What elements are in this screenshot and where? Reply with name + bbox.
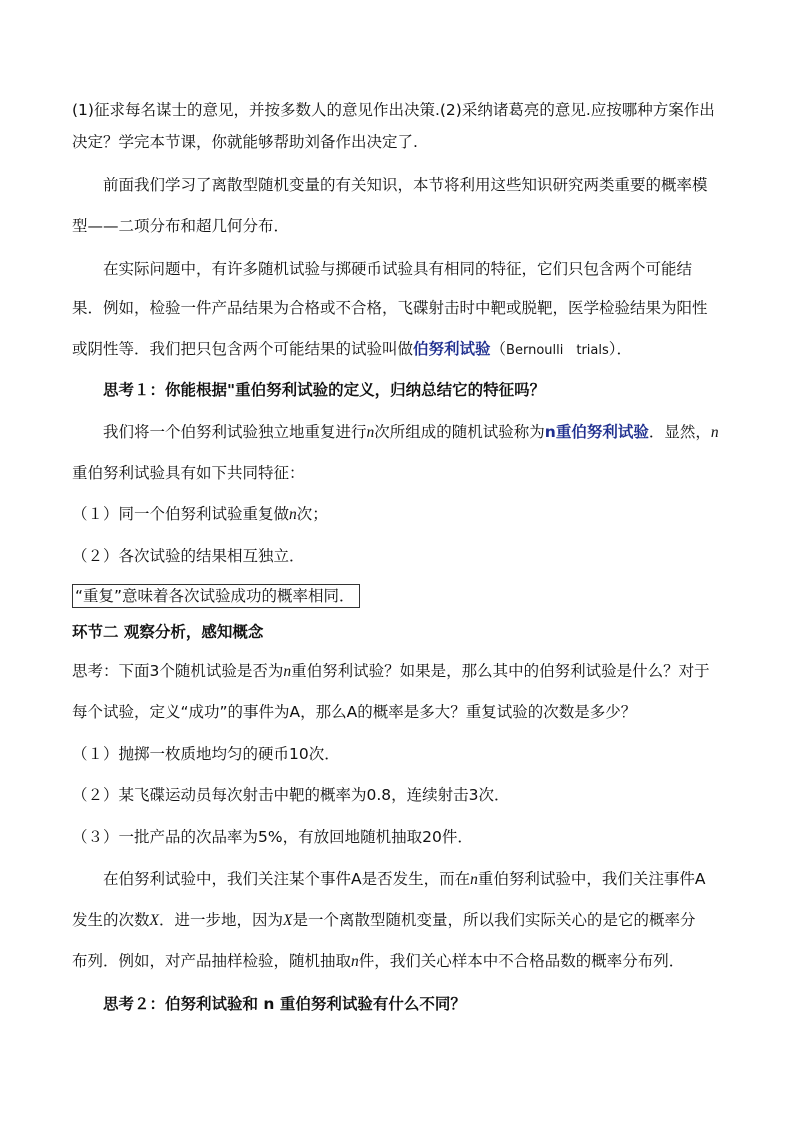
- section-2-question-a: 思考：下面3个随机试验是否为: [72, 662, 284, 680]
- paragraph-3-text-e: 是一个离散型随机变量，所以我们实际关心的是它的概率分: [292, 911, 696, 929]
- paragraph-3-line-3: [72, 950, 684, 973]
- paragraph-3-text-f: 布列．例如，对产品抽样检验，随机抽取: [72, 952, 352, 970]
- intro-line-2: 决定？学完本节课，你就能够帮助刘备作出决定了.: [72, 133, 418, 151]
- variable-n: n: [283, 663, 292, 680]
- definition-text-a: 我们将一个伯努利试验独立地重复进行: [103, 423, 367, 441]
- paragraph-2-line-3-text: 或阴性等．我们把只包含两个可能结果的试验叫做: [72, 340, 414, 358]
- example-3: （３）一批产品的次品率为5%，有放回地随机抽取20件．: [72, 828, 473, 846]
- paragraph-3-line-2: [72, 909, 695, 932]
- paragraph-1-line-2: 型——二项分布和超几何分布．: [72, 217, 290, 235]
- feature-item-2: （２）各次试验的结果相互独立．: [72, 547, 305, 565]
- paragraph-3-text-g: 件，我们关心样本中不合格品数的概率分布列．: [358, 952, 685, 970]
- definition-text-b: 次所组成的随机试验称为: [374, 423, 545, 441]
- section-2-question-line-1: [72, 660, 710, 683]
- paragraph-2-line-2: 果．例如，检验一件产品结果为合格或不合格，飞碟射击时中靶或脱靶，医学检验结果为阳性: [72, 299, 708, 317]
- paragraph-2-line-3: [72, 338, 632, 362]
- definition-line-2: 重伯努利试验具有如下共同特征：: [72, 464, 305, 482]
- definition-text-c: ．显然，: [648, 423, 711, 441]
- feature-item-1-suffix: 次；: [296, 505, 328, 523]
- variable-x: X: [283, 912, 293, 929]
- example-2: （２）某飞碟运动员每次射击中靶的概率为0.8，连续射击3次．: [72, 786, 510, 804]
- paragraph-3-text-b: 重伯努利试验中，我们关注事件A: [477, 870, 706, 888]
- section-2-heading: 环节二 观察分析，感知概念: [72, 623, 264, 641]
- bernoulli-trials-english: Bernoulli trials: [506, 343, 609, 358]
- feature-item-1: [72, 503, 328, 526]
- paragraph-1-line-1: 前面我们学习了离散型随机变量的有关知识，本节将利用这些知识研究两类重要的概率模: [103, 176, 708, 194]
- paragraph-3-line-1: [103, 868, 705, 891]
- paragraph-2-line-1: 在实际问题中，有许多随机试验与掷硬币试验具有相同的特征，它们只包含两个可能结: [103, 260, 693, 278]
- definition-line-1: [103, 421, 719, 444]
- variable-n: n: [366, 424, 375, 441]
- variable-n: n: [289, 506, 297, 523]
- think-2-question: 思考２：伯努利试验和 n 重伯努利试验有什么不同？: [103, 995, 466, 1013]
- paragraph-3-text-c: 发生的次数: [72, 911, 150, 929]
- feature-item-1-text: （１）同一个伯努利试验重复做: [72, 505, 290, 523]
- bernoulli-trial-term: 伯努利试验: [413, 340, 491, 358]
- paragraph-3-text-a: 在伯努利试验中，我们关注某个事件A是否发生，而在: [103, 870, 471, 888]
- intro-line-1: (1)征求每名谋士的意见，并按多数人的意见作出决策.(2)采纳诸葛亮的意见.应按哪种方案作出: [72, 101, 715, 119]
- section-2-question-line-2: 每个试验，定义“成功”的事件为A，那么A的概率是多大？重复试验的次数是多少？: [72, 703, 637, 721]
- paren-open: （: [490, 340, 507, 358]
- section-2-question-b: 重伯努利试验？如果是，那么其中的伯努利试验是什么？对于: [291, 662, 710, 680]
- paren-close: ）．: [608, 340, 633, 358]
- variable-n: n: [470, 871, 478, 888]
- variable-n: n: [710, 424, 719, 441]
- paragraph-3-text-d: ．进一步地，因为: [158, 911, 283, 929]
- think-1-question: 思考１：你能根据"重伯努利试验的定义，归纳总结它的特征吗？: [103, 381, 546, 399]
- example-1: （１）抛掷一枚质地均匀的硬币10次．: [72, 745, 340, 763]
- n-bernoulli-term: n重伯努利试验: [544, 423, 649, 441]
- variable-n: n: [351, 953, 359, 970]
- repeat-note-box: [72, 585, 360, 607]
- variable-x: X: [149, 912, 159, 929]
- repeat-note: “重复”意味着各次试验成功的概率相同．: [72, 584, 360, 608]
